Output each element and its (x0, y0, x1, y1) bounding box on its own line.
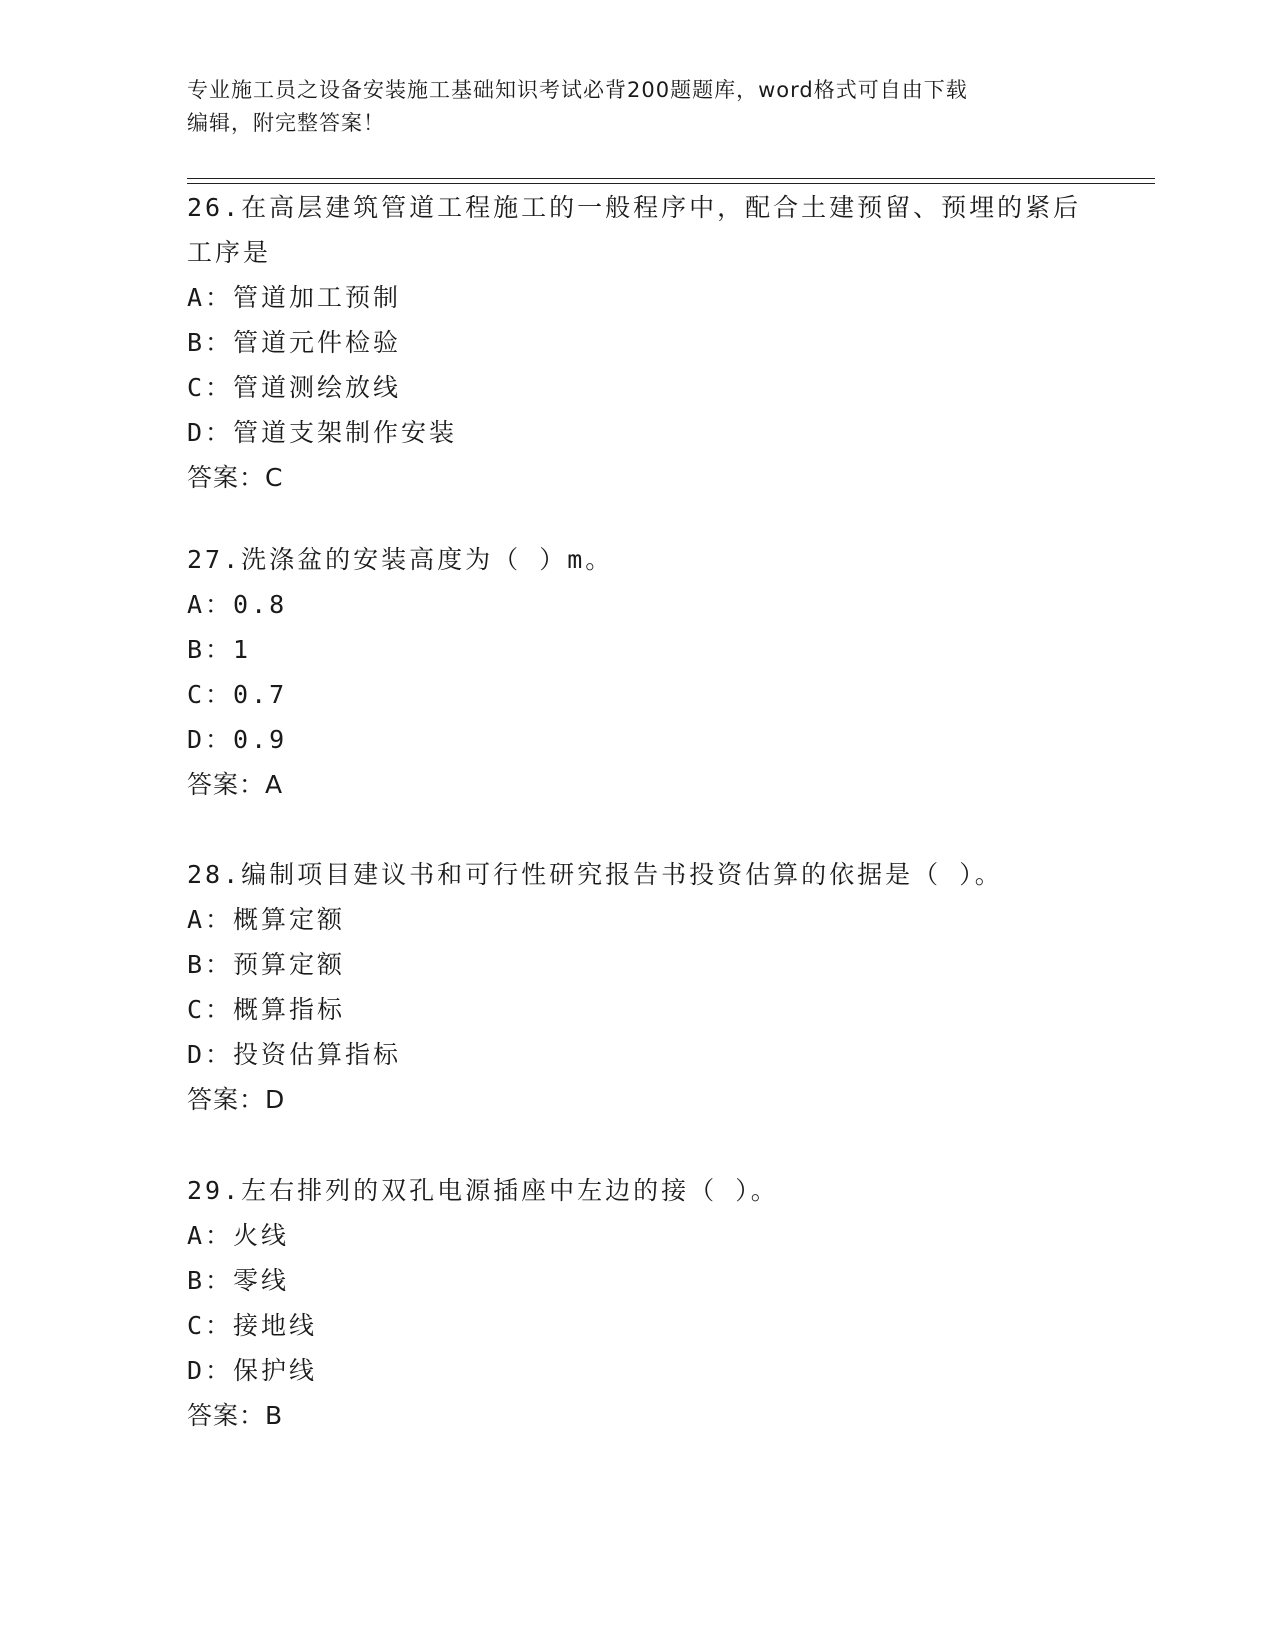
question-stem: 26.在高层建筑管道工程施工的一般程序中，配合土建预留、预埋的紧后工序是 (187, 193, 1082, 267)
option-c: C：0.7 (187, 680, 288, 709)
option-c: C：管道测绘放线 (187, 373, 402, 402)
question-28 (187, 852, 1087, 1122)
question-27 (187, 537, 1087, 807)
option-b: B：1 (187, 635, 252, 664)
answer: 答案：D (187, 1085, 286, 1114)
option-b: B：预算定额 (187, 950, 346, 979)
question-26 (187, 185, 1087, 500)
option-b: B：零线 (187, 1266, 290, 1295)
question-29 (187, 1168, 1087, 1438)
option-a: A：管道加工预制 (187, 283, 402, 312)
answer: 答案：B (187, 1401, 284, 1430)
option-d: D：0.9 (187, 725, 288, 754)
header-line-1: 专业施工员之设备安装施工基础知识考试必背200题题库，word格式可自由下载 (187, 78, 968, 102)
question-stem: 29.左右排列的双孔电源插座中左边的接（ ）。 (187, 1176, 779, 1205)
option-d: D：投资估算指标 (187, 1040, 402, 1069)
option-a: A：0.8 (187, 590, 288, 619)
option-a: A：概算定额 (187, 905, 346, 934)
question-stem: 28.编制项目建议书和可行性研究报告书投资估算的依据是（ ）。 (187, 860, 1003, 889)
option-c: C：接地线 (187, 1311, 318, 1340)
option-b: B：管道元件检验 (187, 328, 402, 357)
answer: 答案：C (187, 463, 284, 492)
option-d: D：管道支架制作安装 (187, 418, 458, 447)
option-d: D：保护线 (187, 1356, 318, 1385)
option-c: C：概算指标 (187, 995, 346, 1024)
answer: 答案：A (187, 770, 284, 799)
header-divider-top (187, 178, 1155, 179)
option-a: A：火线 (187, 1221, 290, 1250)
header-divider-bottom (187, 183, 1155, 184)
document-header (187, 74, 1067, 140)
question-stem: 27.洗涤盆的安装高度为（ ）m。 (187, 545, 614, 574)
header-line-2: 编辑，附完整答案！ (187, 111, 385, 135)
